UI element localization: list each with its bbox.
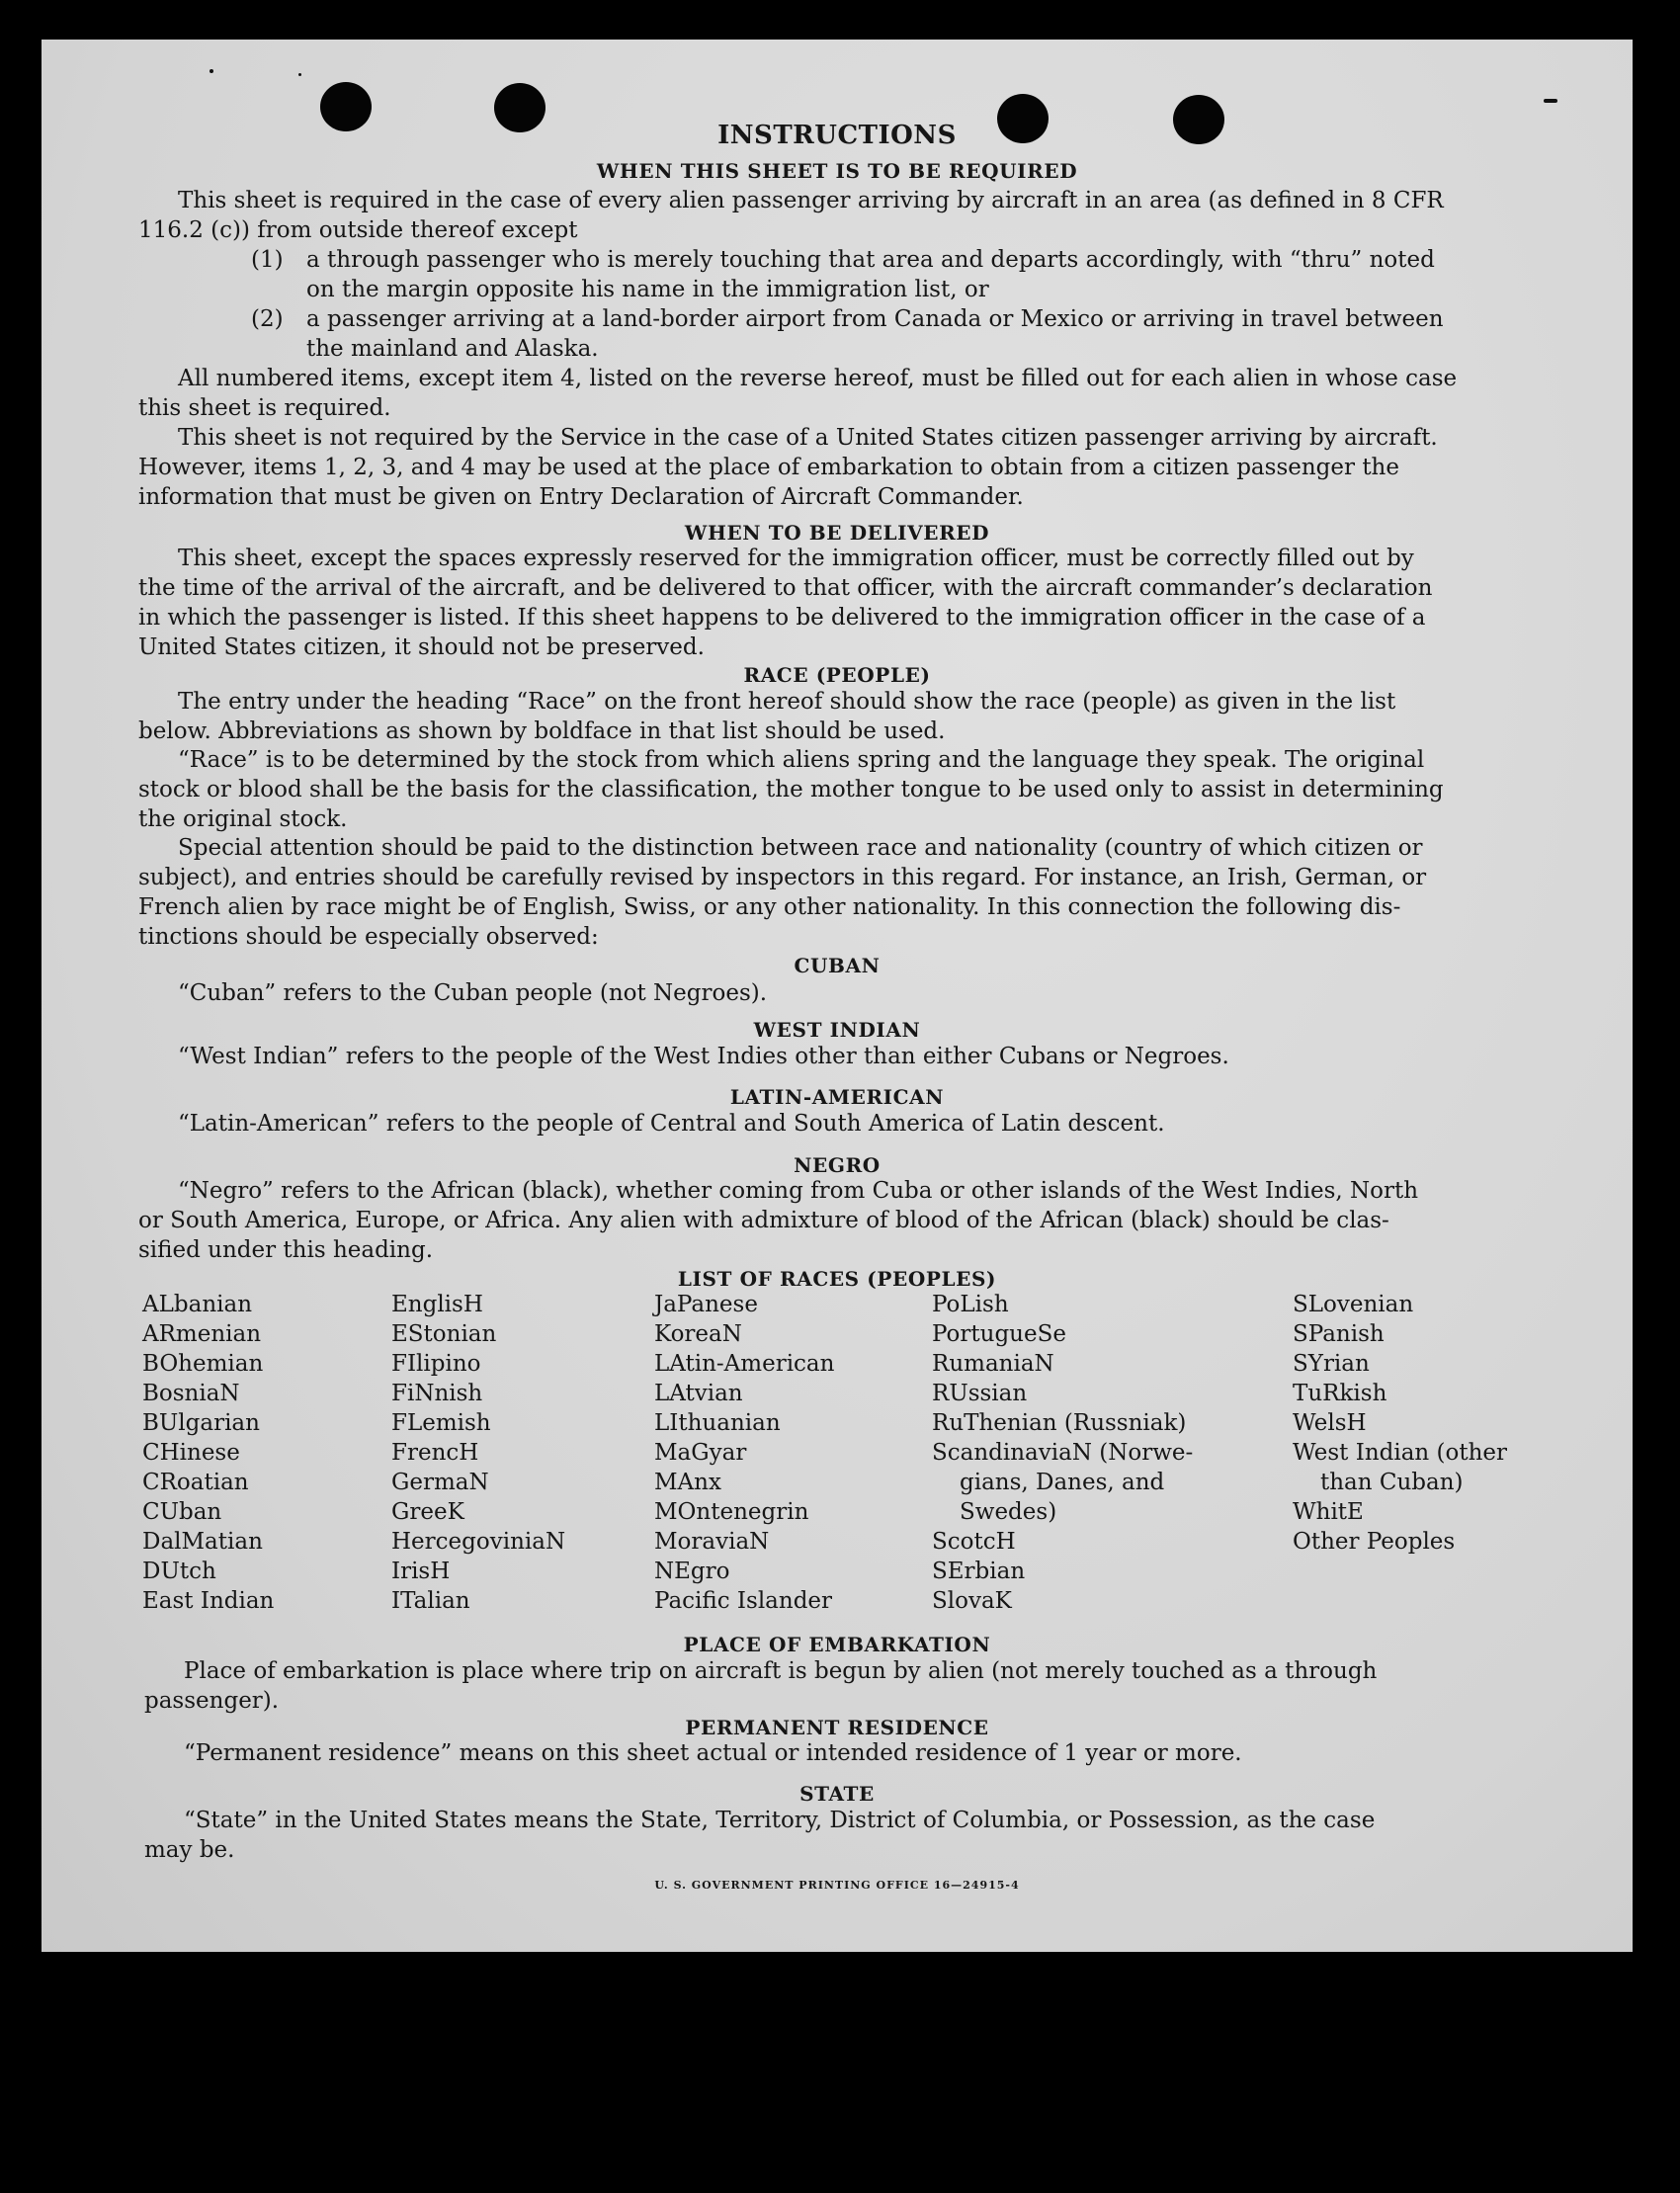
- race-entry: ARmenian: [142, 1321, 262, 1347]
- race-entry: CRoatian: [142, 1470, 249, 1495]
- race-entry: GermaN: [391, 1470, 489, 1495]
- section-heading-latin-american: LATIN-AMERICAN: [729, 1085, 945, 1109]
- race-entry: CHinese: [142, 1440, 240, 1466]
- race-entry: FrencH: [391, 1440, 479, 1466]
- race-entry: WelsH: [1293, 1410, 1367, 1436]
- section-heading-cuban: CUBAN: [794, 954, 881, 977]
- section-heading-required: WHEN THIS SHEET IS TO BE REQUIRED: [596, 159, 1078, 183]
- race-entry: DalMatian: [142, 1529, 263, 1555]
- race-entry: GreeK: [391, 1499, 464, 1525]
- race-entry: ITalian: [391, 1588, 470, 1614]
- race-entry: PortugueSe: [932, 1321, 1066, 1347]
- speck-mark: [298, 73, 301, 76]
- paragraph-race-entry: The entry under the heading “Race” on the front hereof should show the race (people) as given in the list below. Abbreviations as shown by boldface in that list should be used.: [138, 689, 1396, 744]
- race-entry: DUtch: [142, 1559, 216, 1584]
- race-entry: BOhemian: [142, 1351, 264, 1377]
- paragraph-latin-american: “Latin-American” refers to the people of Central and South America of Latin descent.: [178, 1111, 1165, 1137]
- race-entry: BosniaN: [142, 1381, 240, 1406]
- race-entry: SPanish: [1293, 1321, 1385, 1347]
- race-entry: EStonian: [391, 1321, 497, 1347]
- race-entry: HercegoviniaN: [391, 1529, 566, 1555]
- item-1-text: a through passenger who is merely touching that area and departs accordingly, with “thru” noted on the margin opposite his name in the immigration list, or: [306, 247, 1435, 302]
- paragraph-west-indian: “West Indian” refers to the people of the West Indies other than either Cubans or Negroes.: [178, 1044, 1229, 1069]
- paragraph-race-nationality: Special attention should be paid to the distinction between race and nationality (country of which citizen or subject), and entries should be carefully revised by inspectors in this regard. For instance, an Irish, German, or French alien by race might be of English, Swiss, or any other nationality. In this connection the following dis- tinctions should be especially observed:: [138, 835, 1427, 950]
- race-entry: SYrian: [1293, 1351, 1370, 1377]
- race-entry: TuRkish: [1293, 1381, 1387, 1406]
- race-entry: LAtin-American: [654, 1351, 835, 1377]
- section-heading-west-indian: WEST INDIAN: [753, 1018, 921, 1042]
- race-entry: EnglisH: [391, 1292, 483, 1317]
- item-2-text: a passenger arriving at a land-border airport from Canada or Mexico or arriving in travel between the mainland and Alaska.: [306, 306, 1444, 362]
- race-entry: East Indian: [142, 1588, 275, 1614]
- paragraph-numbered-items: All numbered items, except item 4, listed on the reverse hereof, must be filled out for each alien in whose case this sheet is required.: [138, 366, 1458, 421]
- race-entry: MoraviaN: [654, 1529, 770, 1555]
- section-heading-delivered: WHEN TO BE DELIVERED: [684, 521, 990, 545]
- races-column-2: [391, 1290, 565, 1616]
- speck-mark: [1544, 99, 1557, 103]
- races-column-3: [654, 1290, 834, 1616]
- speck-mark: [210, 69, 213, 73]
- race-entry: RuThenian (Russniak): [932, 1410, 1187, 1436]
- race-entry: MaGyar: [654, 1440, 747, 1466]
- page-title: INSTRUCTIONS: [717, 121, 957, 150]
- race-entry: NEgro: [654, 1559, 730, 1584]
- race-entry: Swedes): [960, 1499, 1057, 1525]
- race-entry: ALbanian: [142, 1292, 253, 1317]
- race-entry: SErbian: [932, 1559, 1026, 1584]
- paragraph-required-intro: This sheet is required in the case of every alien passenger arriving by aircraft in an area (as defined in 8 CFR 116.2 (c)) from outside thereof except: [138, 188, 1444, 243]
- section-heading-races-list: LIST OF RACES (PEOPLES): [677, 1267, 997, 1291]
- section-heading-race: RACE (PEOPLE): [743, 663, 931, 687]
- race-entry: Other Peoples: [1293, 1529, 1456, 1555]
- paragraph-state: “State” in the United States means the State, Territory, District of Columbia, or Possession, as the case may be.: [144, 1808, 1376, 1863]
- race-entry: RumaniaN: [932, 1351, 1054, 1377]
- document-page: [42, 40, 1633, 1952]
- race-entry: than Cuban): [1320, 1470, 1464, 1495]
- race-entry: SlovaK: [932, 1588, 1012, 1614]
- race-entry: KoreaN: [654, 1321, 742, 1347]
- race-entry: CUban: [142, 1499, 222, 1525]
- races-column-4: [932, 1290, 1193, 1616]
- race-entry: ScotcH: [932, 1529, 1016, 1555]
- race-entry: MAnx: [654, 1470, 721, 1495]
- paragraph-residence: “Permanent residence” means on this sheet actual or intended residence of 1 year or more.: [184, 1740, 1242, 1766]
- paragraph-race-stock: “Race” is to be determined by the stock from which aliens spring and the language they speak. The original stock or blood shall be the basis for the classification, the mother tongue to be used only to assist in determining the original stock.: [138, 747, 1444, 832]
- race-entry: gians, Danes, and: [960, 1470, 1165, 1495]
- item-2-number: (2): [251, 306, 284, 332]
- section-heading-residence: PERMANENT RESIDENCE: [685, 1716, 989, 1739]
- section-heading-embarkation: PLACE OF EMBARKATION: [683, 1633, 991, 1656]
- section-heading-state: STATE: [799, 1782, 875, 1806]
- races-column-5: [1293, 1290, 1507, 1557]
- race-entry: FIlipino: [391, 1351, 481, 1377]
- paragraph-delivered: This sheet, except the spaces expressly reserved for the immigration officer, must be correctly filled out by the time of the arrival of the aircraft, and be delivered to that officer, with the aircraft commander’s declaration in which the passenger is listed. If this sheet happens to be delivered to the immigration officer in the case of a United States citizen, it should not be preserved.: [138, 546, 1433, 660]
- paragraph-citizen: This sheet is not required by the Service in the case of a United States citizen passenger arriving by aircraft. However, items 1, 2, 3, and 4 may be used at the place of embarkation to obtain from a citizen passenger the information that must be given on Entry Declaration of Aircraft Commander.: [138, 425, 1438, 510]
- race-entry: Pacific Islander: [654, 1588, 833, 1614]
- paragraph-embarkation: Place of embarkation is place where trip on aircraft is begun by alien (not merely touched as a through passenger).: [144, 1658, 1378, 1714]
- race-entry: FiNnish: [391, 1381, 483, 1406]
- race-entry: ScandinaviaN (Norwe-: [932, 1440, 1194, 1466]
- race-entry: PoLish: [932, 1292, 1009, 1317]
- race-entry: RUssian: [932, 1381, 1028, 1406]
- race-entry: LIthuanian: [654, 1410, 781, 1436]
- race-entry: MOntenegrin: [654, 1499, 809, 1525]
- printing-office-footer: U. S. GOVERNMENT PRINTING OFFICE 16—24915-4: [654, 1879, 1020, 1892]
- race-entry: SLovenian: [1293, 1292, 1414, 1317]
- races-column-1: [142, 1290, 274, 1616]
- paragraph-negro: “Negro” refers to the African (black), whether coming from Cuba or other islands of the West Indies, North or South America, Europe, or Africa. Any alien with admixture of blood of the African (black) should be clas- sified under this heading.: [138, 1178, 1419, 1263]
- section-heading-negro: NEGRO: [794, 1153, 881, 1177]
- race-entry: BUlgarian: [142, 1410, 260, 1436]
- item-1-number: (1): [251, 247, 284, 273]
- race-entry: WhitE: [1293, 1499, 1364, 1525]
- race-entry: LAtvian: [654, 1381, 743, 1406]
- race-entry: FLemish: [391, 1410, 491, 1436]
- race-entry: JaPanese: [654, 1292, 758, 1317]
- race-entry: West Indian (other: [1293, 1440, 1508, 1466]
- paragraph-cuban: “Cuban” refers to the Cuban people (not Negroes).: [178, 980, 768, 1006]
- race-entry: IrisH: [391, 1559, 451, 1584]
